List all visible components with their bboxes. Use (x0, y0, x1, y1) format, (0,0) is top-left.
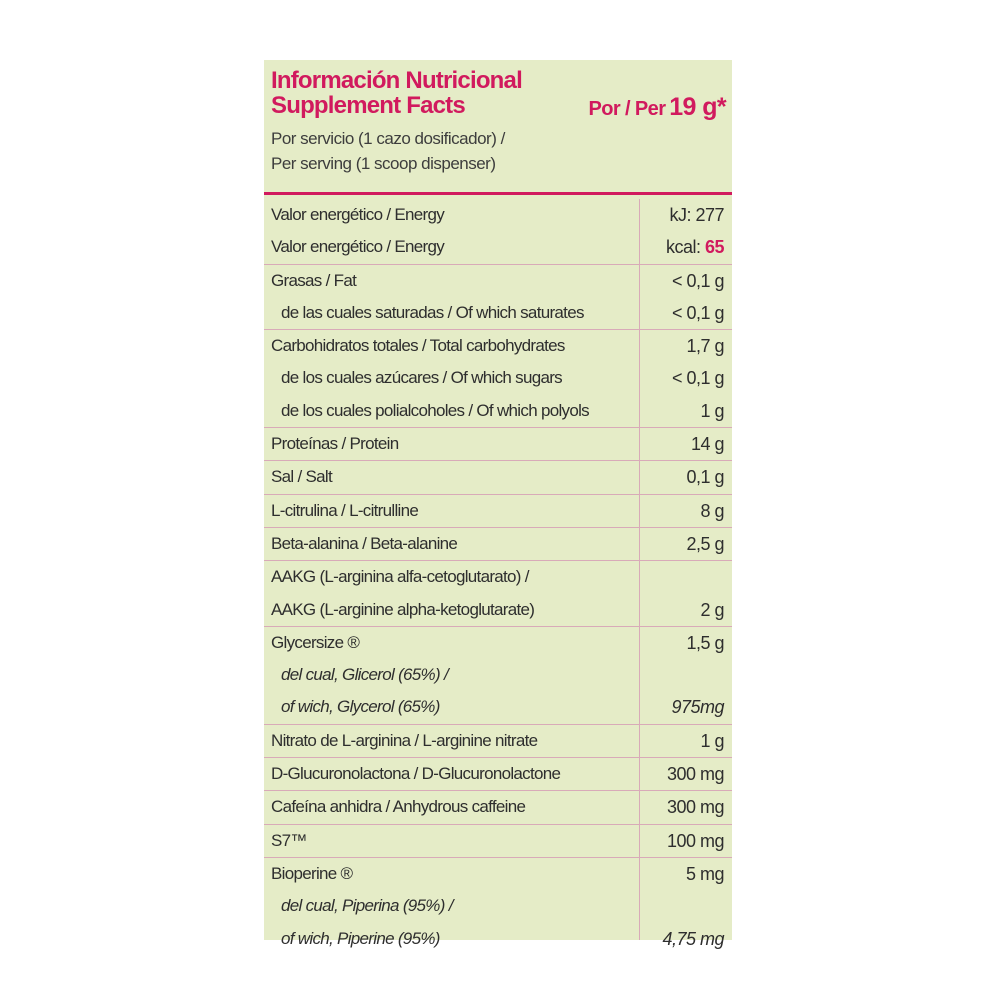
nutrient-value: kJ: 277 (669, 205, 724, 225)
nutrient-label: de los cuales azúcares / Of which sugars (281, 368, 562, 388)
nutrient-table (264, 199, 732, 955)
nutrient-label: de los cuales polialcoholes / Of which polyols (281, 400, 589, 420)
nutrient-group (264, 461, 732, 494)
table-row (264, 627, 732, 659)
per-serving-amount (589, 93, 726, 122)
nutrient-label: of wich, Piperine (95%) (281, 928, 440, 948)
nutrient-value: 300 mg (666, 797, 724, 818)
nutrient-group (264, 725, 732, 758)
nutrient-label: D-Glucuronolactona / D-Glucuronolactone (271, 764, 561, 784)
table-row (264, 199, 732, 231)
nutrient-value: < 0,1 g (671, 302, 724, 323)
title-english: Supplement Facts (271, 92, 465, 119)
nutrient-value: 975mg (671, 697, 724, 718)
nutrient-group (264, 199, 732, 265)
table-row (264, 758, 732, 790)
nutrient-label: L-citrulina / L-citrulline (271, 500, 419, 520)
nutrient-value: 2,5 g (686, 533, 724, 554)
nutrient-label: Proteínas / Protein (271, 434, 399, 454)
value-prefix: kcal: (665, 237, 705, 258)
table-row (264, 858, 732, 890)
per-label: Por / Per (588, 98, 666, 120)
nutrient-group (264, 265, 732, 331)
table-row (264, 890, 732, 922)
nutrient-value: < 0,1 g (671, 368, 724, 389)
table-row (264, 691, 732, 723)
serving-line-2: Per serving (1 scoop dispenser) (271, 154, 496, 173)
nutrient-label: S7™ (271, 830, 307, 850)
nutrient-value: 5 mg (685, 863, 724, 884)
nutrient-label: del cual, Glicerol (65%) / (281, 665, 448, 685)
nutrient-group (264, 858, 732, 955)
nutrient-group (264, 428, 732, 461)
table-row (264, 395, 732, 427)
table-row (264, 825, 732, 857)
nutrient-group (264, 495, 732, 528)
nutrient-value (666, 231, 724, 263)
table-row (264, 330, 732, 362)
nutrient-label: del cual, Piperina (95%) / (281, 896, 453, 916)
nutrient-group (264, 561, 732, 627)
nutrient-value: 2 g (700, 599, 724, 620)
nutrient-group (264, 825, 732, 858)
nutrient-label: Beta-alanina / Beta-alanine (271, 533, 458, 553)
nutrient-value: 1,5 g (686, 632, 724, 653)
nutrient-value: 100 mg (666, 830, 724, 851)
nutrient-label: Carbohidratos totales / Total carbohydrates (271, 336, 565, 356)
nutrient-value: 1,7 g (686, 336, 724, 357)
nutrient-value: 1 g (700, 400, 724, 421)
per-amount: 19 g* (669, 93, 726, 121)
nutrient-value: 8 g (700, 500, 724, 521)
nutrient-label: Glycersize ® (271, 632, 360, 652)
nutrient-label: Grasas / Fat (271, 270, 357, 290)
nutrient-value: 14 g (690, 434, 724, 455)
table-row (264, 297, 732, 329)
nutrient-label: Cafeína anhidra / Anhydrous caffeine (271, 797, 526, 817)
nutrient-group (264, 330, 732, 428)
supplement-facts-panel (264, 60, 732, 949)
nutrient-group (264, 528, 732, 561)
table-row (264, 791, 732, 823)
title-spanish: Información Nutricional (271, 67, 522, 94)
nutrient-label: Bioperine ® (271, 863, 353, 883)
nutrient-label: AAKG (L-arginina alfa-cetoglutarato) / (271, 567, 529, 587)
table-row (264, 528, 732, 560)
table-row (264, 923, 732, 955)
table-row (264, 495, 732, 527)
nutrient-value: 1 g (700, 730, 724, 751)
nutrient-label: Sal / Salt (271, 467, 333, 487)
nutrient-label: of wich, Glycerol (65%) (281, 697, 440, 717)
nutrient-label: Nitrato de L-arginina / L-arginine nitrate (271, 730, 538, 750)
table-row (264, 561, 732, 593)
nutrient-group (264, 627, 732, 725)
nutrient-value: < 0,1 g (671, 270, 724, 291)
nutrient-group (264, 791, 732, 824)
table-row (264, 659, 732, 691)
nutrient-group (264, 758, 732, 791)
nutrient-label: Valor energético / Energy (271, 237, 445, 257)
header-divider (264, 192, 732, 195)
nutrient-value: 300 mg (666, 764, 724, 785)
table-row (264, 594, 732, 626)
nutrient-label: AAKG (L-arginine alpha-ketoglutarate) (271, 599, 535, 619)
table-row (264, 725, 732, 757)
nutrient-label: Valor energético / Energy (271, 205, 445, 224)
value-bold: 65 (704, 237, 724, 258)
nutrient-value: 4,75 mg (662, 928, 724, 949)
nutrient-value: 0,1 g (686, 467, 724, 488)
facts-header (264, 60, 732, 195)
table-row (264, 461, 732, 493)
serving-description (271, 126, 505, 176)
table-row (264, 231, 732, 263)
table-row (264, 362, 732, 394)
table-row (264, 428, 732, 460)
serving-line-1: Por servicio (1 cazo dosificador) / (271, 129, 505, 148)
table-row (264, 265, 732, 297)
nutrient-label: de las cuales saturadas / Of which saturates (281, 302, 584, 322)
